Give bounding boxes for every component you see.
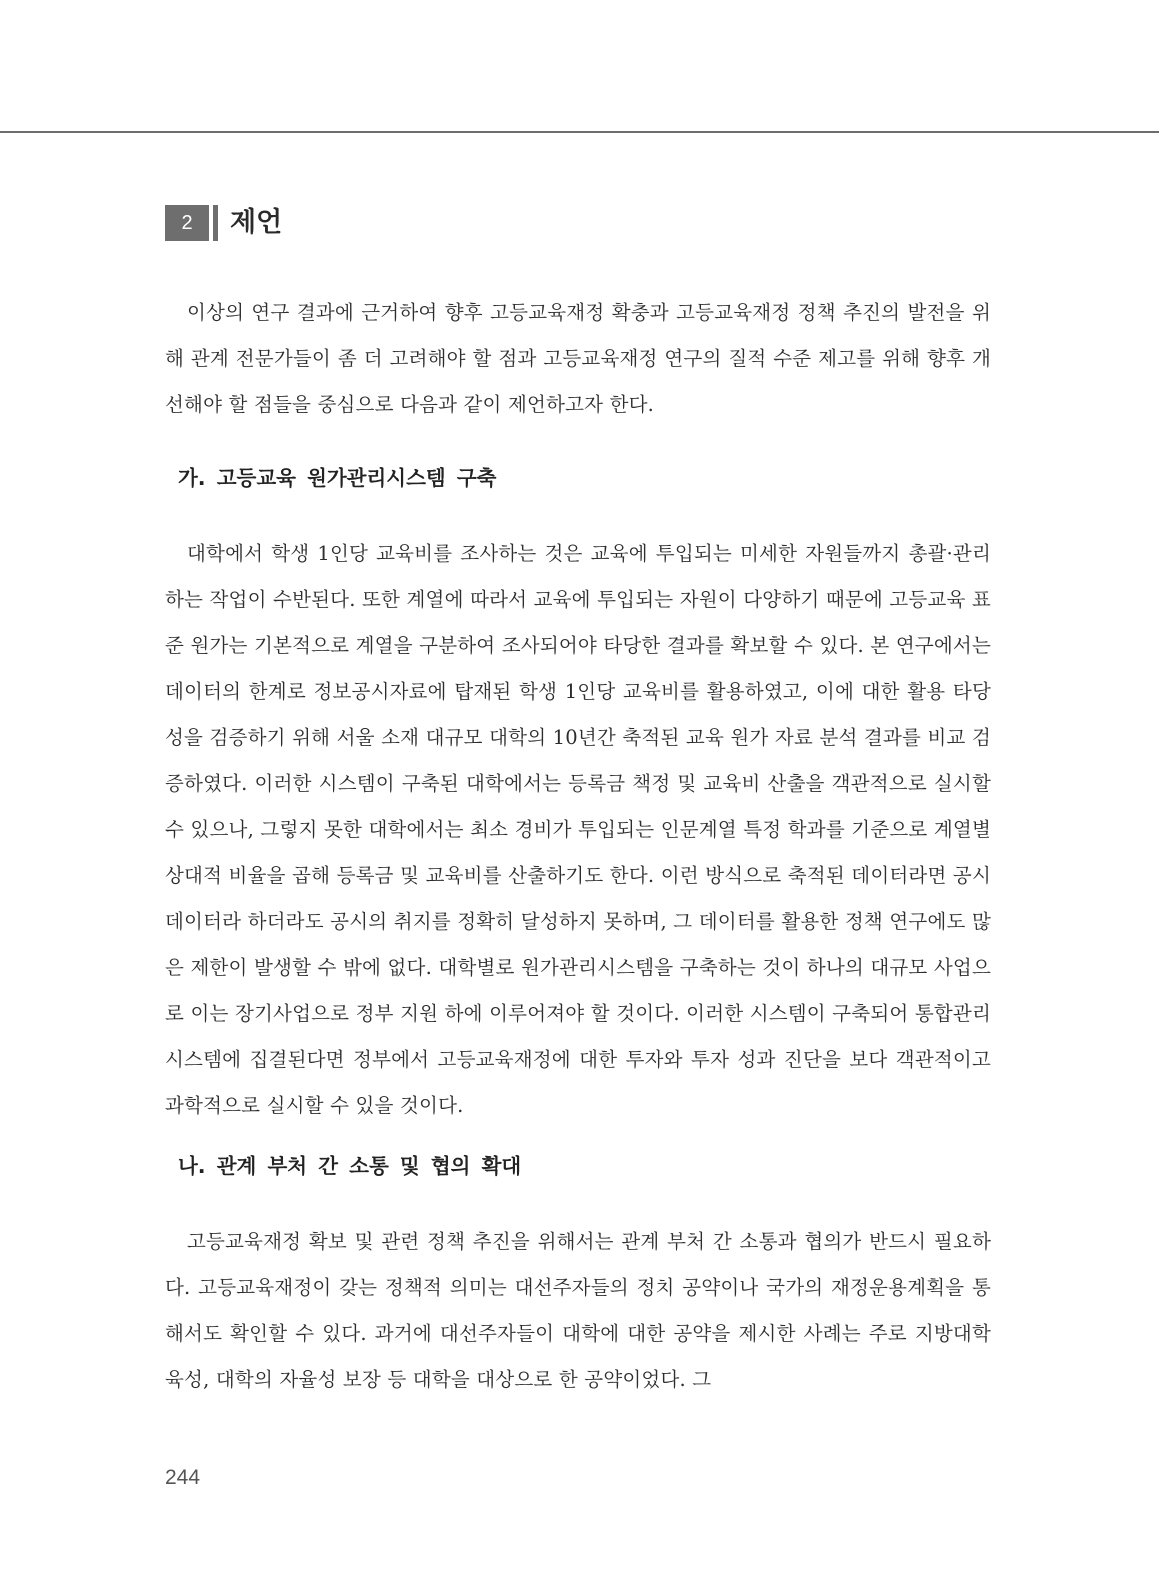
subsection-body-ga: 대학에서 학생 1인당 교육비를 조사하는 것은 교육에 투입되는 미세한 자원들까지 총괄·관리하는 작업이 수반된다. 또한 계열에 따라서 교육에 투입되는 자원이 다양하기 때문에 고등교육 표준 원가는 기본적으로 계열을 구분하여 조사되어야 타당한 결과를 확보할 수 있다. 본 연구에서는 데이터의 한계로 정보공시자료에 탑재된 학생 1인당 교육비를 활용하였고, 이에 대한 활용 타당성을 검증하기 위해 서울 소재 대규모 대학의 10년간 축적된 교육 원가 자료 분석 결과를 비교 검증하였다. 이러한 시스템이 구축된 대학에서는 등록금 책정 및 교육비 산출을 객관적으로 실시할 수 있으나, 그렇지 못한 대학에서는 최소 경비가 투입되는 인문계열 특정 학과를 기준으로 계열별 상대적 비율을 곱해 등록금 및 교육비를 산출하기도 한다. 이런 방식으로 축적된 데이터라면 공시데이터라 하더라도 공시의 취지를 정확히 달성하지 못하며, 그 데이터를 활용한 정책 연구에도 많은 제한이 발생할 수 밖에 없다. 대학별로 원가관리시스템을 구축하는 것이 하나의 대규모 사업으로 이는 장기사업으로 정부 지원 하에 이루어져야 할 것이다. 이러한 시스템이 구축되어 통합관리시스템에 집결된다면 정부에서 고등교육재정에 대한 투자와 투자 성과 진단을 보다 객관적이고 과학적으로 실시할 수 있을 것이다. [165, 542, 991, 1117]
subsection-body-na: 고등교육재정 확보 및 관련 정책 추진을 위해서는 관계 부처 간 소통과 협의가 반드시 필요하다. 고등교육재정이 갖는 정책적 의미는 대선주자들의 정치 공약이나 국가의 재정운용계획을 통해서도 확인할 수 있다. 과거에 대선주자들이 대학에 대한 공약을 제시한 사례는 주로 지방대학 육성, 대학의 자율성 보장 등 대학을 대상으로 한 공약이었다. 그 [165, 1230, 991, 1391]
section-divider-bar [213, 205, 218, 241]
section-title: 제언 [230, 207, 283, 238]
header-rule [0, 131, 1159, 133]
section-number-badge: 2 [165, 205, 209, 241]
section-heading [165, 204, 282, 242]
intro-paragraph: 이상의 연구 결과에 근거하여 향후 고등교육재정 확충과 고등교육재정 정책 추진의 발전을 위해 관계 전문가들이 좀 더 고려해야 할 점과 고등교육재정 연구의 질적 수준 제고를 위해 향후 개선해야 할 점들을 중심으로 다음과 같이 제언하고자 한다. [165, 301, 991, 416]
subsection-heading-na: 나. 관계 부처 간 소통 및 협의 확대 [178, 1154, 522, 1178]
page-number: 244 [165, 1466, 201, 1489]
subsection-heading-ga: 가. 고등교육 원가관리시스템 구축 [178, 466, 497, 490]
